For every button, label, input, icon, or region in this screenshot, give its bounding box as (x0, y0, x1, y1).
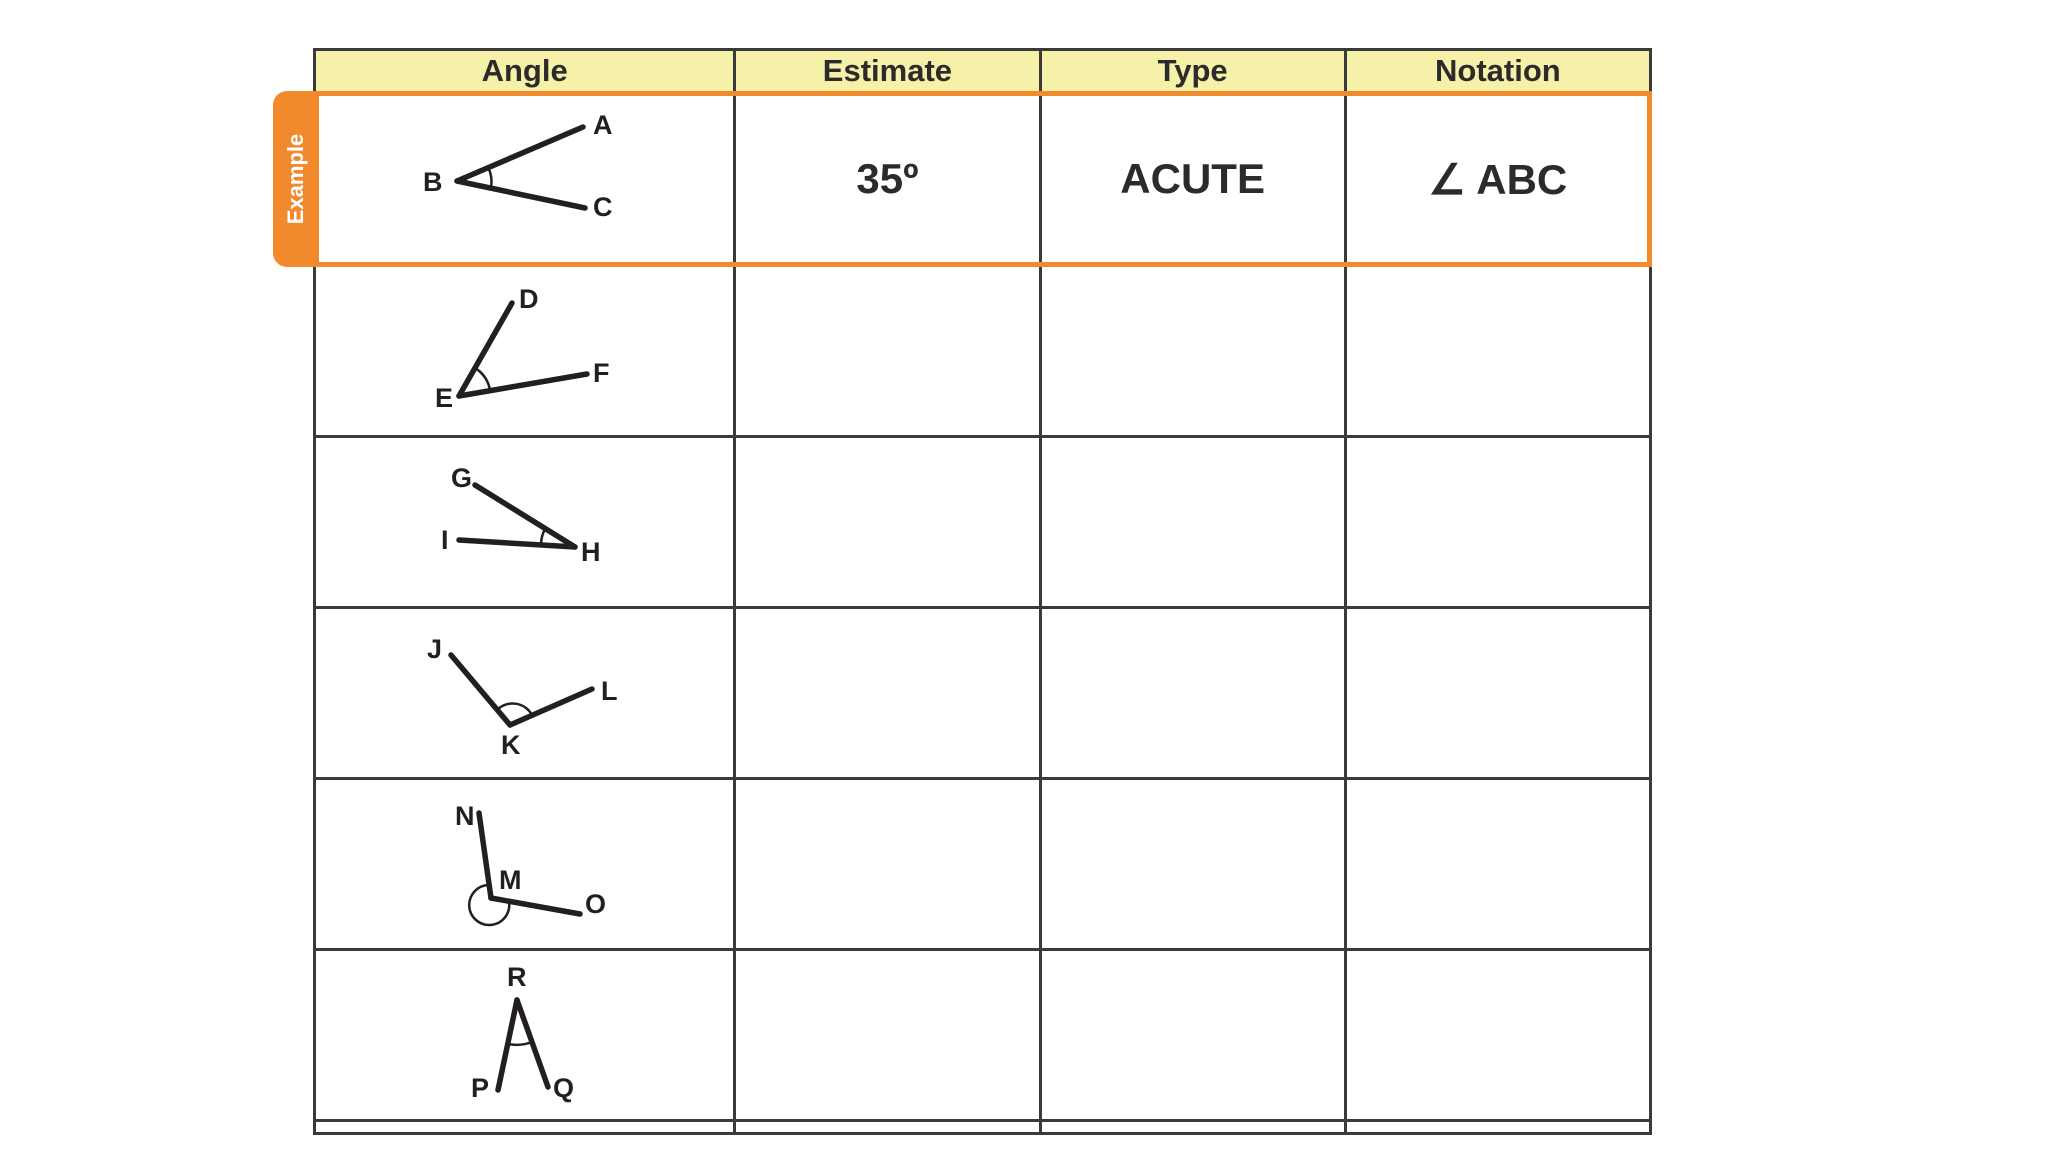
angle-cell-ghi (315, 437, 735, 608)
header-angle: Angle (315, 50, 735, 93)
label-i: I (440, 525, 449, 555)
table-header-row (315, 50, 1651, 93)
type-cell[interactable] (1040, 779, 1345, 950)
ray-kj (451, 655, 510, 725)
label-g: G (450, 463, 472, 493)
label-e: E (434, 383, 453, 413)
example-tab-label: Example (283, 133, 308, 225)
label-k: K (500, 730, 521, 760)
notation-cell[interactable] (1345, 608, 1650, 779)
angle-cell-nmo (315, 779, 735, 950)
example-estimate: 35º (735, 93, 1040, 266)
table-row (315, 266, 1651, 437)
label-l: L (600, 676, 618, 706)
angle-table (313, 48, 1652, 1135)
label-a: A (592, 110, 613, 140)
estimate-cell[interactable] (735, 608, 1040, 779)
angle-abc-diagram (395, 104, 655, 254)
angle-prq-diagram (395, 960, 655, 1110)
ray-hi (459, 540, 575, 547)
label-n: N (454, 801, 475, 831)
ray-ba (457, 127, 583, 181)
label-o: O (584, 889, 606, 919)
header-notation: Notation (1345, 50, 1650, 93)
angle-cell-def (315, 266, 735, 437)
label-p: P (470, 1073, 489, 1103)
header-type: Type (1040, 50, 1345, 93)
type-cell[interactable] (1040, 266, 1345, 437)
notation-cell[interactable] (1345, 266, 1650, 437)
angle-cell-partial (315, 1121, 735, 1134)
notation-cell[interactable] (1345, 950, 1650, 1121)
notation-cell (1345, 1121, 1650, 1134)
table-row (315, 950, 1651, 1121)
header-estimate: Estimate (735, 50, 1040, 93)
page-crop-edge (0, 1138, 2048, 1152)
estimate-cell[interactable] (735, 779, 1040, 950)
label-f: F (592, 358, 610, 388)
angle-jkl-diagram (395, 618, 655, 768)
estimate-cell[interactable] (735, 266, 1040, 437)
ray-ed (459, 303, 512, 396)
table-row (315, 608, 1651, 779)
ray-ef (459, 374, 587, 396)
estimate-cell[interactable] (735, 437, 1040, 608)
label-m: M (498, 865, 522, 895)
estimate-cell (735, 1121, 1040, 1134)
example-row (315, 93, 1651, 266)
table-row (315, 779, 1651, 950)
notation-cell[interactable] (1345, 437, 1650, 608)
ray-hg (475, 485, 575, 547)
type-cell[interactable] (1040, 608, 1345, 779)
estimate-cell[interactable] (735, 950, 1040, 1121)
label-c: C (592, 192, 613, 222)
type-cell[interactable] (1040, 437, 1345, 608)
angle-ghi-diagram (395, 447, 655, 597)
label-h: H (580, 537, 601, 567)
angle-cell-jkl (315, 608, 735, 779)
label-r: R (506, 962, 527, 992)
ray-kl (510, 689, 592, 725)
ray-mo (491, 898, 580, 914)
type-cell (1040, 1121, 1345, 1134)
angle-arc (475, 368, 490, 390)
angle-def-diagram (395, 276, 655, 426)
label-d: D (518, 284, 539, 314)
label-j: J (426, 634, 442, 664)
angle-nmo-diagram (395, 789, 655, 939)
example-notation: ∠ ABC (1345, 93, 1650, 266)
ray-bc (457, 181, 585, 208)
angle-cell-abc (315, 93, 735, 266)
label-q: Q (552, 1073, 574, 1103)
angle-arc (508, 1042, 532, 1045)
table-row (315, 437, 1651, 608)
label-b: B (422, 167, 443, 197)
type-cell[interactable] (1040, 950, 1345, 1121)
table-row-partial (315, 1121, 1651, 1134)
example-type: ACUTE (1040, 93, 1345, 266)
notation-cell[interactable] (1345, 779, 1650, 950)
angle-cell-prq (315, 950, 735, 1121)
